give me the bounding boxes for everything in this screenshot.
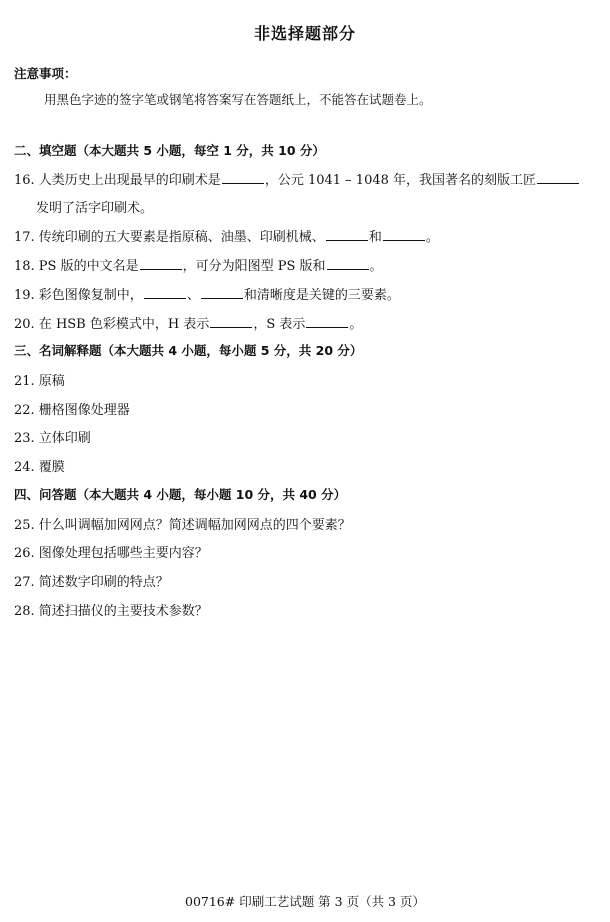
- question-21: 21. 原稿: [14, 374, 65, 389]
- question-19-text-b: 、: [186, 288, 200, 303]
- question-17-text-c: 。: [425, 230, 439, 245]
- answer-blank: [326, 228, 368, 241]
- question-16-continued: 发明了活字印刷术。: [36, 201, 154, 216]
- question-20-text-a: 20. 在 HSB 色彩模式中，H 表示: [14, 317, 210, 332]
- answer-blank: [144, 286, 186, 299]
- notice-body: 用黑色字迹的签字笔或钢笔将答案写在答题纸上，不能答在试题卷上。: [44, 92, 432, 107]
- answer-blank: [306, 315, 348, 328]
- section-short-answer-heading: 四、问答题（本大题共 4 小题，每小题 10 分，共 40 分）: [14, 487, 347, 502]
- question-18-text-b: ，可分为阳图型 PS 版和: [182, 259, 326, 274]
- question-19-text-c: 和清晰度是关键的三要素。: [243, 288, 400, 303]
- answer-blank: [222, 171, 264, 184]
- question-18-text-a: 18. PS 版的中文名是: [14, 259, 139, 274]
- question-17-text-a: 17. 传统印刷的五大要素是指原稿、油墨、印刷机械、: [14, 230, 325, 245]
- question-16-text-a: 16. 人类历史上出现最早的印刷术是: [14, 173, 221, 188]
- answer-blank: [201, 286, 243, 299]
- question-28: 28. 简述扫描仪的主要技术参数？: [14, 604, 208, 619]
- question-27: 27. 简述数字印刷的特点？: [14, 575, 169, 590]
- question-18-text-c: 。: [369, 259, 383, 274]
- question-24: 24. 覆膜: [14, 460, 65, 475]
- question-23: 23. 立体印刷: [14, 431, 91, 446]
- question-16-text-b: ，公元 1041 – 1048 年，我国著名的刻版工匠: [264, 173, 537, 188]
- answer-blank: [327, 257, 369, 270]
- answer-blank: [537, 171, 579, 184]
- question-20-text-b: ，S 表示: [253, 317, 306, 332]
- question-18: [14, 255, 383, 274]
- question-20-text-c: 。: [349, 317, 363, 332]
- answer-blank: [140, 257, 182, 270]
- question-17: [14, 226, 439, 245]
- notice-heading: 注意事项：: [14, 66, 77, 81]
- question-22: 22. 栅格图像处理器: [14, 403, 130, 418]
- question-19-text-a: 19. 彩色图像复制中，: [14, 288, 143, 303]
- answer-blank: [383, 228, 425, 241]
- question-26: 26. 图像处理包括哪些主要内容？: [14, 546, 208, 561]
- question-19: [14, 284, 400, 303]
- page-footer: 00716# 印刷工艺试题 第 3 页（共 3 页）: [185, 894, 425, 909]
- question-17-text-b: 和: [368, 230, 382, 245]
- question-25: 25. 什么叫调幅加网网点？简述调幅加网网点的四个要素？: [14, 518, 351, 533]
- answer-blank: [210, 315, 252, 328]
- question-16: [14, 169, 580, 188]
- section-fill-blank-heading: 二、填空题（本大题共 5 小题，每空 1 分，共 10 分）: [14, 143, 325, 158]
- page-title: 非选择题部分: [253, 24, 356, 43]
- section-definitions-heading: 三、名词解释题（本大题共 4 小题，每小题 5 分，共 20 分）: [14, 343, 363, 358]
- question-20: [14, 313, 362, 332]
